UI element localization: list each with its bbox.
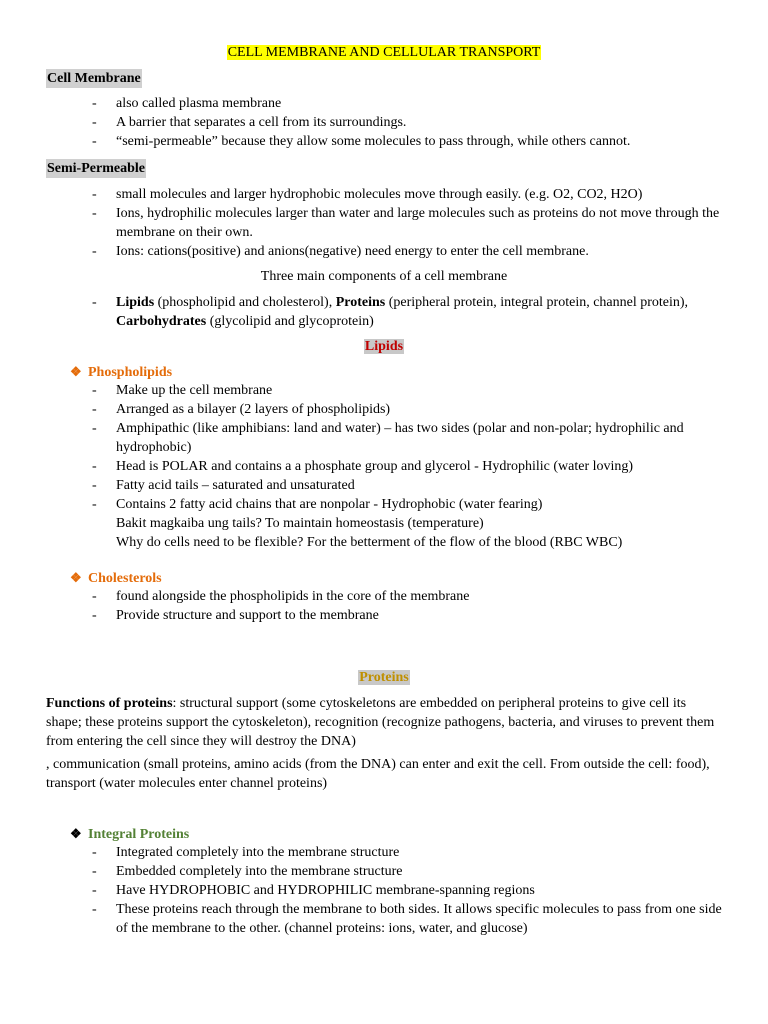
list-item: - Contains 2 fatty acid chains that are nonpolar - Hydrophobic (water fearing): [92, 495, 722, 514]
integral-proteins-heading: Integral Proteins: [88, 827, 190, 842]
proteins-heading-line: [0, 668, 768, 687]
semi-permeable-heading: Semi-Permeable: [47, 161, 145, 176]
list-item: - found alongside the phospholipids in the core of the membrane: [92, 587, 722, 606]
phospholipids-heading: Phospholipids: [88, 365, 173, 380]
lipids-text: (phospholipid and cholesterol),: [154, 295, 336, 310]
carbohydrates-label: Carbohydrates: [116, 314, 207, 329]
list-continuation: Bakit magkaiba ung tails? To maintain homeostasis (temperature): [116, 516, 484, 531]
cell-membrane-heading: Cell Membrane: [47, 71, 141, 86]
list-item: - Integrated completely into the membrane structure: [92, 843, 722, 862]
diamond-bullet-icon: ❖: [70, 826, 82, 841]
cholesterols-list: [92, 587, 722, 625]
diamond-bullet-icon: ❖: [70, 364, 82, 379]
proteins-heading: Proteins: [359, 670, 409, 685]
proteins-label: Proteins: [335, 295, 386, 310]
list-item: - Amphipathic (like amphibians: land and water) – has two sides (polar and non-polar; hydrophilic and hydrophobic): [92, 419, 722, 457]
list-item: - Embedded completely into the membrane structure: [92, 862, 722, 881]
proteins-text: (peripheral protein, integral protein, channel protein),: [385, 295, 689, 310]
list-item: - These proteins reach through the membrane to both sides. It allows specific molecules to pass from one side of the membrane to the other. (channel proteins: ions, water, and glucose): [92, 900, 722, 938]
list-item: - “semi-permeable” because they allow some molecules to pass through, while others cannot.: [92, 132, 722, 151]
document-title: CELL MEMBRANE AND CELLULAR TRANSPORT: [227, 45, 541, 60]
lipids-heading-line: [0, 337, 768, 356]
components-heading: Three main components of a cell membrane: [260, 269, 508, 284]
lipids-heading: Lipids: [364, 339, 404, 354]
protein-communication-paragraph: , communication (small proteins, amino acids (from the DNA) can enter and exit the cell. From outside the cell: food), transport (water molecules enter channel proteins): [46, 757, 710, 791]
carbohydrates-text: (glycolipid and glycoprotein): [206, 314, 374, 329]
title-line: [0, 43, 768, 62]
list-item: - small molecules and larger hydrophobic molecules move through easily. (e.g. O2, CO2, H2O): [92, 185, 722, 204]
list-item: [92, 293, 722, 331]
diamond-bullet-icon: ❖: [70, 570, 82, 585]
list-item: - also called plasma membrane: [92, 94, 722, 113]
list-item: - Head is POLAR and contains a a phosphate group and glycerol - Hydrophilic (water loving): [92, 457, 722, 476]
list-item: - Ions: cations(positive) and anions(negative) need energy to enter the cell membrane.: [92, 242, 722, 261]
list-item: - A barrier that separates a cell from its surroundings.: [92, 113, 722, 132]
components-list: [92, 293, 722, 331]
cell-membrane-list: [92, 94, 722, 151]
cholesterols-heading: Cholesterols: [88, 571, 162, 586]
protein-functions-paragraph: [46, 694, 716, 751]
list-item: - Provide structure and support to the membrane: [92, 606, 722, 625]
list-item: - Have HYDROPHOBIC and HYDROPHILIC membrane-spanning regions: [92, 881, 722, 900]
phospholipids-heading-line: [70, 362, 172, 382]
list-continuation: Why do cells need to be flexible? For the betterment of the flow of the blood (RBC WBC): [116, 535, 623, 550]
list-item: - Fatty acid tails – saturated and unsaturated: [92, 476, 722, 495]
list-item: - Ions, hydrophilic molecules larger than water and large molecules such as proteins do not move through the membrane on their own.: [92, 204, 722, 242]
cholesterols-heading-line: [70, 568, 162, 588]
lipids-label: Lipids: [116, 295, 155, 310]
semi-permeable-list: [92, 185, 722, 261]
functions-label: Functions of proteins: [46, 696, 173, 711]
integral-proteins-heading-line: [70, 824, 189, 844]
list-item: - Make up the cell membrane: [92, 381, 722, 400]
integral-proteins-list: [92, 843, 722, 938]
list-item: - Arranged as a bilayer (2 layers of phospholipids): [92, 400, 722, 419]
phospholipids-list: [92, 381, 722, 552]
functions-text: : structural support (some cytoskeletons are embedded on peripheral proteins to give cell its shape; these proteins support the cytoskeleton), recognition (recognize pathogens, bacteria, and viruses to prevent them from entering the cell since they will destroy the DNA): [46, 696, 715, 749]
